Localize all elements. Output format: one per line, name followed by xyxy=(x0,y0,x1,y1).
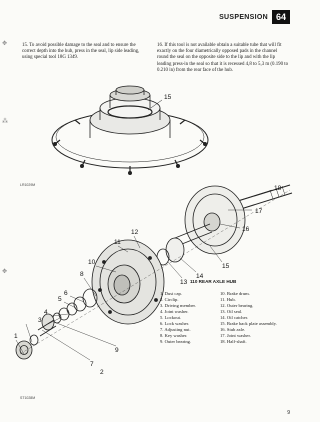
legend-item: 15. Brake back plate assembly. xyxy=(220,321,277,326)
legend-item: 17. Joint washer. xyxy=(220,333,251,338)
legend-item: 9. Outer bearing. xyxy=(160,339,192,344)
legend-item: 8. Key washer. xyxy=(160,333,188,338)
legend-item: 6. Lock washer. xyxy=(160,321,190,326)
page-number: 9 xyxy=(287,410,290,416)
parts-legend xyxy=(160,291,290,345)
callout-label: 8 xyxy=(80,271,84,278)
legend-item: 3. Driving member. xyxy=(160,303,196,308)
callout-label: 3 xyxy=(38,317,42,324)
figure-id-lower: ST1028M xyxy=(20,396,36,400)
callout-label: 7 xyxy=(90,361,94,368)
callout-label: 11 xyxy=(114,239,121,246)
callout-label: 14 xyxy=(196,273,204,280)
hub-press-diagram xyxy=(52,86,208,175)
legend-item: 18. Half-shaft. xyxy=(220,339,247,344)
legend-item: 5. Lockout. xyxy=(160,315,182,320)
callout-label: 5 xyxy=(58,296,62,303)
callout-label: 9 xyxy=(115,347,119,354)
figure-id-upper: LR1029M xyxy=(20,183,36,187)
legend-item: 2. Circlip. xyxy=(160,297,179,302)
legend-item: 4. Joint washer. xyxy=(160,309,189,314)
section-title: SUSPENSION xyxy=(219,13,268,21)
legend-item: 12. Outer bearing. xyxy=(220,303,254,308)
callout-label: 15 xyxy=(222,263,230,270)
figure-caption: 110 REAR AXLE HUB xyxy=(190,279,237,284)
paragraph-number: 15. xyxy=(22,43,29,48)
callout-label: 15 xyxy=(164,94,172,101)
legend-item: 14. Oil catcher. xyxy=(220,315,249,320)
paragraph-text: If this tool is not available obtain a suitable tube that will fit exactly on the four diametrically opposed pads in the channel round the seal on the opposite side to the lip and with the lip leading press-in the seal so that it is recessed 4,8 to 5,3 m (0.190 to 0.210 in) from the rear face of the hub. xyxy=(157,43,289,73)
margin-mark-icon: ⁂ xyxy=(2,118,8,125)
callout-label: 12 xyxy=(131,229,139,236)
paragraph-number: 16. xyxy=(157,43,164,48)
margin-mark-icon: ✥ xyxy=(2,268,8,275)
callout-label: 1 xyxy=(14,333,18,340)
legend-item: 10. Brake drum. xyxy=(220,291,250,296)
callout-label: 4 xyxy=(44,309,48,316)
legend-item: 13. Oil seal. xyxy=(220,309,243,314)
callout-label: 10 xyxy=(88,259,96,266)
legend-item: 11. Hub. xyxy=(220,297,236,302)
callout-label: 16 xyxy=(242,226,250,233)
callout-label: 18 xyxy=(274,185,282,192)
legend-item: 1. Dust cap. xyxy=(160,291,182,296)
section-number-badge: 64 xyxy=(272,10,290,24)
legend-item: 7. Adjusting nut. xyxy=(160,327,191,332)
callout-label: 2 xyxy=(100,369,104,376)
paragraph-text: To avoid possible damage to the seal and to ensure the correct depth into the hub, press in the seal, lip side leading, using special tool 18G 1349. xyxy=(22,43,140,61)
callout-label: 17 xyxy=(255,208,263,215)
legend-item: 16. Stub axle. xyxy=(220,327,246,332)
upper-callouts xyxy=(164,94,172,101)
callout-label: 6 xyxy=(64,290,68,297)
margin-mark-icon: ✥ xyxy=(2,40,8,47)
callout-label: 13 xyxy=(180,279,188,286)
